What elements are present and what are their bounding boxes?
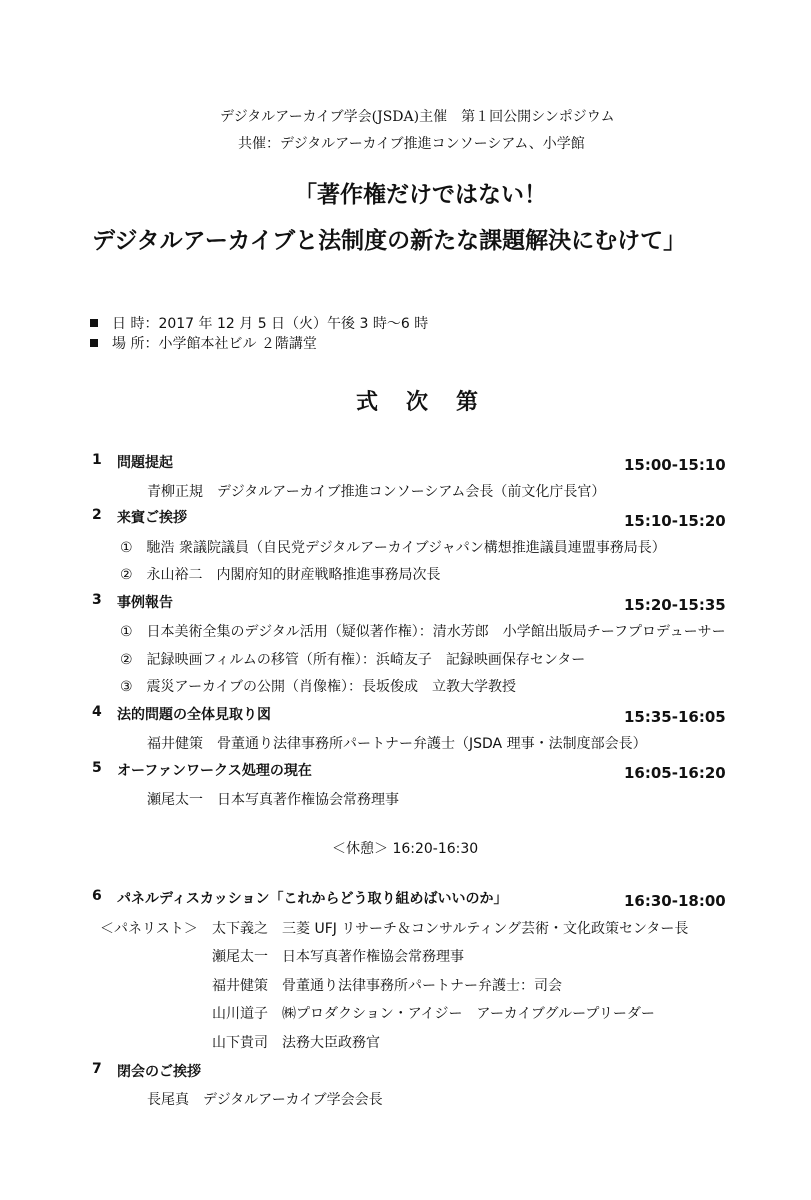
item-7-speaker: 長尾真 デジタルアーカイブ学会会長 <box>147 1092 383 1108</box>
place-text: 場 所：小学館本社ビル ２階講堂 <box>112 336 317 352</box>
bullet-icon <box>90 339 98 347</box>
cosponsor-line: 共催：デジタルアーカイブ推進コンソーシアム、小学館 <box>238 136 585 152</box>
item-7-title: 閉会のご挨拶 <box>117 1064 201 1080</box>
break-time: ＜休憩＞ 16:20-16:30 <box>332 841 479 857</box>
item-5-title: オーファンワークス処理の現在 <box>117 763 312 779</box>
title-line-2: デジタルアーカイブと法制度の新たな課題解決にむけて」 <box>92 228 687 254</box>
item-3-number: 3 <box>92 592 102 608</box>
panelist-4: 山川道子 ㈱プロダクション・アイジー アーカイブグループリーダー <box>212 1006 655 1022</box>
panelist-label: ＜パネリスト＞ <box>100 921 198 937</box>
item-5-speaker: 瀬尾太一 日本写真著作権協会常務理事 <box>147 792 399 808</box>
item-3-speaker-1: ① 日本美術全集のデジタル活用（疑似著作権）：清水芳郎 小学館出版局チーフプロデューサー <box>120 624 726 640</box>
item-4-speaker: 福井健策 骨董通り法律事務所パートナー弁護士（JSDA 理事・法制度部会長） <box>147 736 647 752</box>
panelist-5: 山下貴司 法務大臣政務官 <box>212 1035 380 1051</box>
title-line-1: 「著作権だけではない！ <box>294 182 547 208</box>
panelist-1: 太下義之 三菱 UFJ リサーチ＆コンサルティング芸術・文化政策センター長 <box>212 921 689 937</box>
item-2-speaker-2: ② 永山裕二 内閣府知的財産戦略推進事務局次長 <box>120 567 441 583</box>
item-6-title: パネルディスカッション「これからどう取り組めばいいのか」 <box>117 891 508 907</box>
item-3-title: 事例報告 <box>117 595 173 611</box>
item-4-title: 法的問題の全体見取り図 <box>117 707 271 723</box>
item-2-speaker-1: ① 馳浩 衆議院議員（自民党デジタルアーカイブジャパン構想推進議員連盟事務局長） <box>120 540 666 556</box>
item-5-number: 5 <box>92 760 102 776</box>
item-1-title: 問題提起 <box>117 455 173 471</box>
item-2-title: 来賓ご挨拶 <box>117 510 187 526</box>
item-1-number: 1 <box>92 452 102 468</box>
item-2-number: 2 <box>92 507 102 523</box>
date-text: 日 時：2017 年 12 月 5 日（火）午後 3 時～6 時 <box>112 316 429 332</box>
item-4-time: 15:35-16:05 <box>624 708 726 726</box>
organizer-line: デジタルアーカイブ学会(JSDA)主催 第１回公開シンポジウム <box>220 109 615 125</box>
bullet-icon <box>90 319 98 327</box>
panelist-3: 福井健策 骨董通り法律事務所パートナー弁護士：司会 <box>212 978 562 994</box>
item-4-number: 4 <box>92 704 102 720</box>
date-info <box>90 313 428 333</box>
place-info <box>90 333 317 353</box>
item-1-time: 15:00-15:10 <box>624 456 726 474</box>
item-5-time: 16:05-16:20 <box>624 764 726 782</box>
panelist-2: 瀬尾太一 日本写真著作権協会常務理事 <box>212 949 464 965</box>
item-3-speaker-3: ③ 震災アーカイブの公開（肖像権）：長坂俊成 立教大学教授 <box>120 679 517 695</box>
item-2-time: 15:10-15:20 <box>624 512 726 530</box>
item-1-speaker: 青柳正規 デジタルアーカイブ推進コンソーシアム会長（前文化庁長官） <box>147 484 606 500</box>
program-heading: 式次第 <box>356 389 507 415</box>
item-3-time: 15:20-15:35 <box>624 596 726 614</box>
item-6-time: 16:30-18:00 <box>624 892 726 910</box>
item-3-speaker-2: ② 記録映画フィルムの移管（所有権）：浜崎友子 記録映画保存センター <box>120 652 586 668</box>
item-6-number: 6 <box>92 888 102 904</box>
item-7-number: 7 <box>92 1061 102 1077</box>
